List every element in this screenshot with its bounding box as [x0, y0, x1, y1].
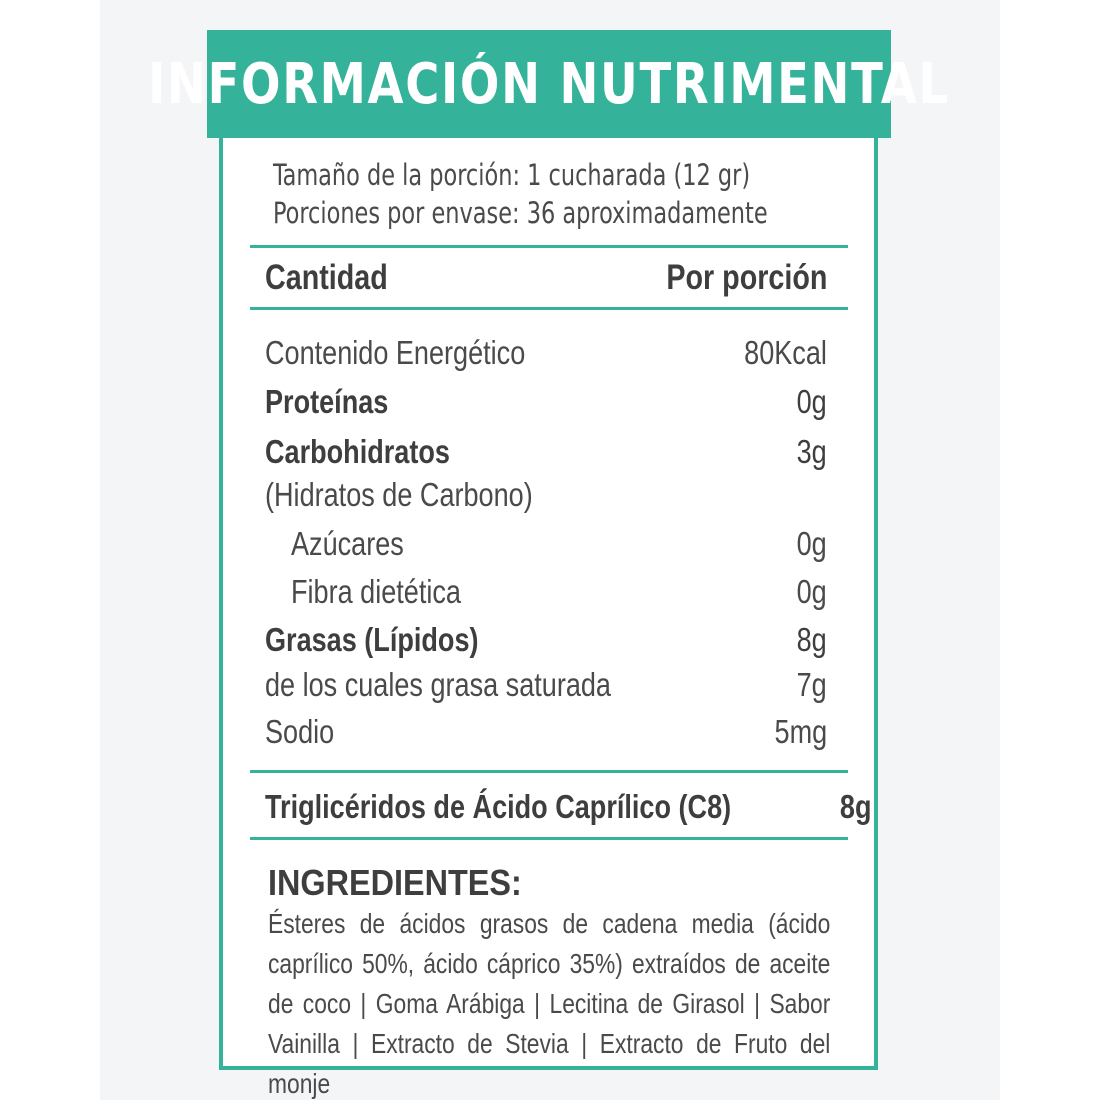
nutrient-label: Grasas (Lípidos)	[265, 621, 479, 658]
highlight-row	[265, 788, 872, 826]
table-row	[265, 621, 827, 659]
divider	[250, 307, 848, 310]
table-row	[265, 383, 827, 421]
nutrient-label: Contenido Energético	[265, 334, 526, 371]
nutrient-value: 0g	[796, 573, 827, 610]
nutrient-value: 0g	[796, 525, 827, 562]
table-row	[265, 433, 827, 471]
nutrient-value: 0g	[796, 383, 827, 420]
column-header-amount: Cantidad	[265, 258, 388, 297]
nutrient-label: Fibra dietética	[291, 573, 461, 610]
highlight-value: 8g	[840, 788, 872, 825]
table-row	[265, 334, 827, 372]
highlight-label: Triglicéridos de Ácido Caprílico (C8)	[265, 788, 732, 825]
nutrient-label: de los cuales grasa saturada	[265, 666, 611, 703]
nutrient-value: 3g	[796, 433, 827, 470]
serving-info	[273, 156, 833, 232]
table-row	[265, 666, 827, 704]
nutrient-label: Azúcares	[291, 525, 404, 562]
table-row	[265, 573, 827, 611]
table-row	[265, 476, 827, 514]
divider	[250, 770, 848, 773]
nutrient-label: Sodio	[265, 713, 335, 750]
label-title: INFORMACIÓN NUTRIMENTAL	[148, 51, 950, 117]
table-row	[265, 525, 827, 563]
table-header-row	[265, 258, 827, 298]
nutrient-value: 5mg	[774, 713, 827, 750]
column-header-per-serving: Por porción	[665, 258, 827, 297]
table-row	[265, 713, 827, 751]
nutrient-value: 80Kcal	[744, 334, 827, 371]
ingredients-title: INGREDIENTES:	[268, 862, 522, 903]
label-header	[148, 30, 950, 138]
nutrient-value: 8g	[796, 621, 827, 658]
divider	[250, 837, 848, 840]
servings-per-container: Porciones por envase: 36 aproximadamente	[273, 196, 768, 230]
divider	[250, 245, 848, 248]
ingredients-text: Ésteres de ácidos grasos de cadena media (ácido caprílico 50%, ácido cáprico 35%) extraídos de aceite de coco | Goma Arábiga | Lecitina de Girasol | Sabor Vainilla | Extracto de Stevia | Extracto de Fruto del monje	[268, 908, 831, 1099]
nutrient-label: (Hidratos de Carbono)	[265, 476, 533, 513]
nutrient-label: Proteínas	[265, 383, 389, 420]
nutrient-value: 7g	[796, 666, 827, 703]
nutrient-label: Carbohidratos	[265, 433, 450, 470]
serving-size: Tamaño de la porción: 1 cucharada (12 gr)	[273, 158, 751, 192]
